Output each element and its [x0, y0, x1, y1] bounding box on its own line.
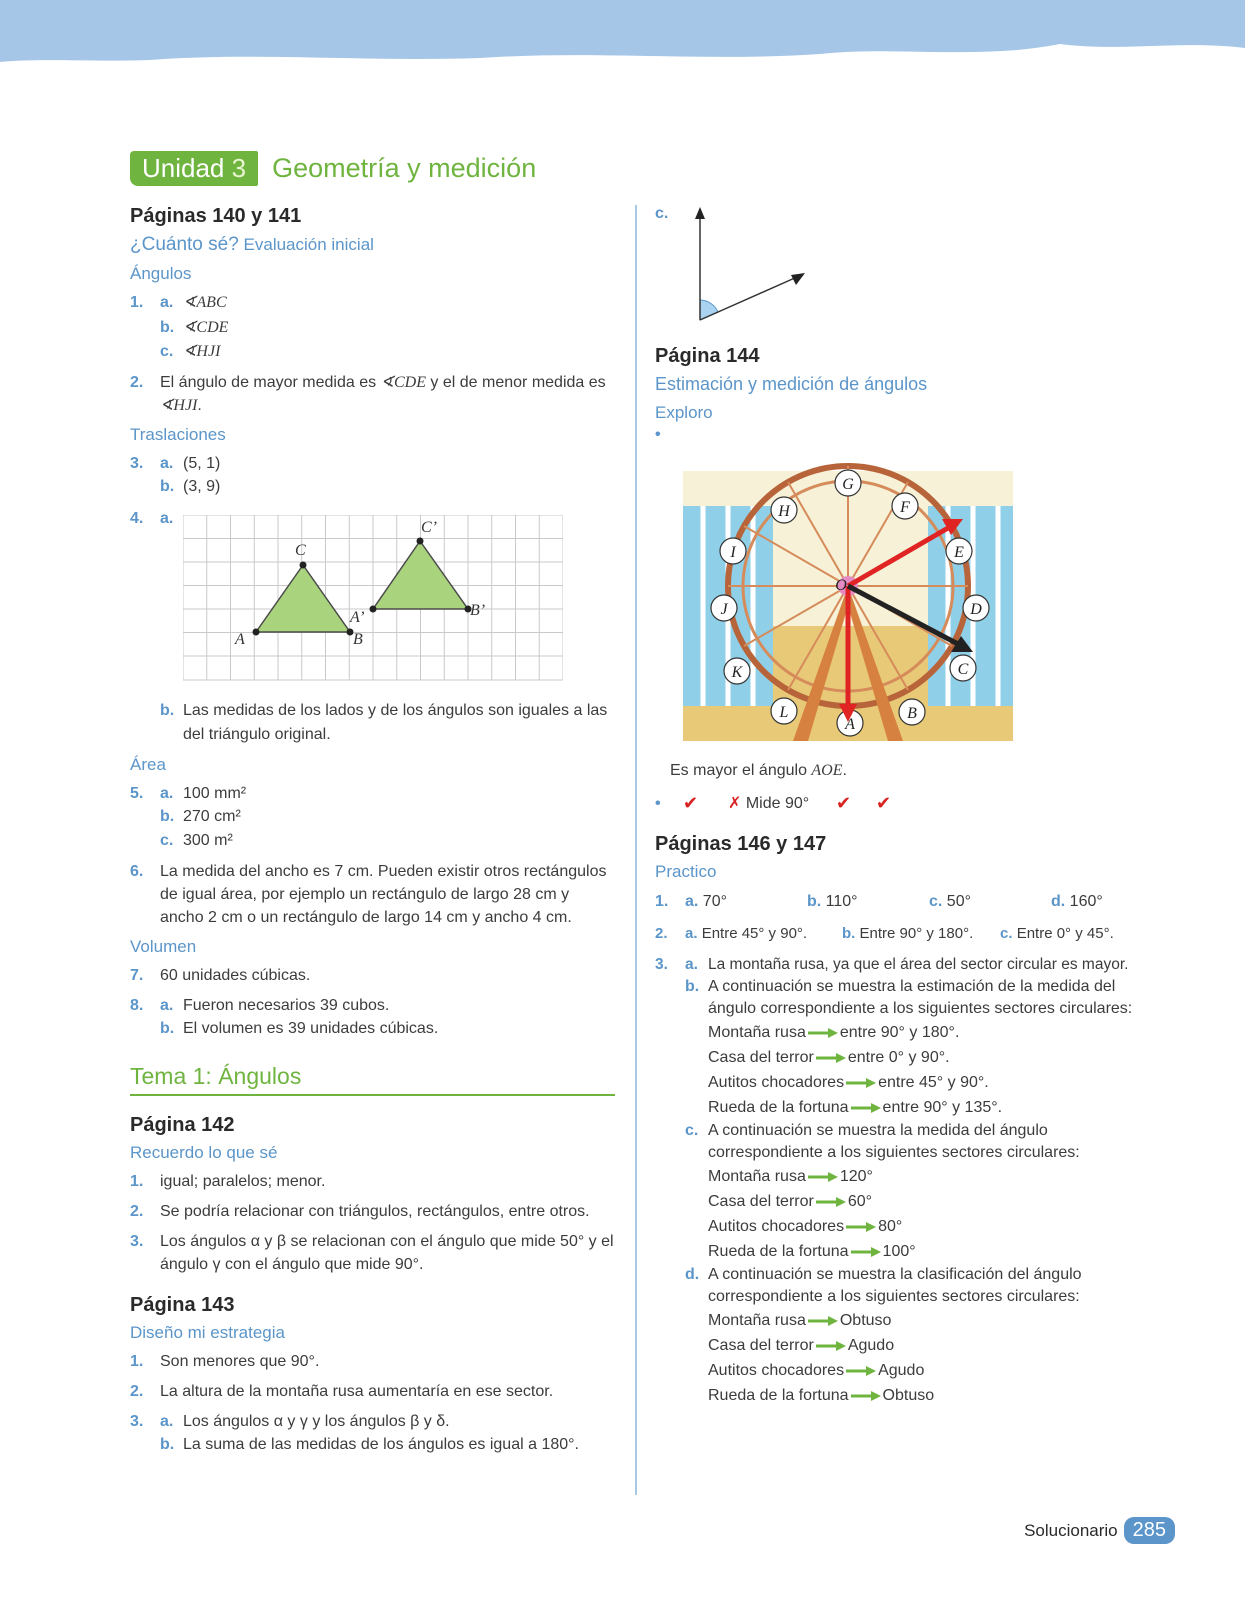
q3d-row-3: Autitos chocadores Agudo — [708, 1362, 925, 1379]
unit-badge: Unidad 3 — [130, 151, 258, 186]
subheading-practico: Practico — [655, 862, 717, 881]
label-B2: B’ — [470, 602, 486, 619]
svg-text:A: A — [845, 716, 855, 733]
triangle-original — [256, 565, 350, 632]
arrow-icon — [808, 1028, 838, 1038]
arrow-icon — [851, 1391, 881, 1401]
label-C: C — [295, 542, 306, 559]
unit-title: Geometría y medición — [272, 152, 537, 183]
label-A2: A’ — [350, 609, 365, 626]
svg-text:B: B — [907, 705, 917, 722]
angle-figure-c: c. — [655, 205, 1135, 325]
q3c-row-1: Montaña rusa 120° — [708, 1168, 873, 1185]
q2: 2. El ángulo de mayor medida es ∢CDE y el de menor medida es ∢HJI. — [130, 374, 606, 414]
subheading-diseno: Diseño mi estrategia — [130, 1323, 285, 1342]
section-exploro: Exploro — [655, 403, 713, 422]
check-icon: ✔ — [876, 793, 892, 813]
arrow-icon — [851, 1103, 881, 1113]
q3: 3. a. (5, 1) — [130, 455, 221, 472]
q5: 5. a. 100 mm² — [130, 785, 247, 802]
heading-p140: Páginas 140 y 141 — [130, 205, 302, 227]
svg-text:I: I — [730, 544, 736, 561]
p143-q1: 1. Son menores que 90°. — [130, 1353, 320, 1370]
tema-heading: Tema 1: Ángulos — [130, 1063, 615, 1096]
heading-p143: Página 143 — [130, 1294, 235, 1316]
subheading-recuerdo: Recuerdo lo que sé — [130, 1143, 278, 1162]
arrow-icon — [808, 1316, 838, 1326]
q1: 1. a. ∢ABC — [130, 294, 227, 311]
label-A: A — [235, 631, 245, 648]
q3c-row-3: Autitos chocadores 80° — [708, 1218, 903, 1235]
subheading-estimacion: Estimación y medición de ángulos — [655, 374, 928, 394]
q3b-row-1: Montaña rusa entre 90° y 180°. — [708, 1024, 960, 1041]
p146-q2: 2. a. Entre 45° y 90°. b. Entre 90° y 180°. c. Entre 0° y 45°. — [655, 925, 1114, 942]
top-banner — [0, 0, 1245, 70]
arrow-icon — [808, 1172, 838, 1182]
p146-q3: 3. a. La montaña rusa, ya que el área del sector circular es mayor. — [655, 956, 1129, 973]
mayor-angulo-text: Es mayor el ángulo AOE. — [670, 762, 847, 779]
svg-text:C: C — [957, 661, 969, 678]
svg-text:J: J — [720, 601, 728, 618]
svg-text:L: L — [779, 704, 789, 721]
p143-q2: 2. La altura de la montaña rusa aumentaría en ese sector. — [130, 1383, 554, 1400]
angle-drawing — [685, 205, 825, 325]
column-divider — [635, 205, 637, 1495]
heading-p144: Página 144 — [655, 345, 760, 367]
arrow-icon — [816, 1053, 846, 1063]
svg-text:H: H — [778, 503, 790, 520]
arrow-icon — [846, 1078, 876, 1088]
arrow-icon — [851, 1247, 881, 1257]
arrow-icon — [816, 1197, 846, 1207]
q3c-row-4: Rueda de la fortuna 100° — [708, 1243, 916, 1260]
check-icon: ✔ — [683, 793, 699, 813]
footer-label: Solucionario — [1024, 1520, 1118, 1540]
q4: 4. a. A C B A’ C’ B’ — [130, 507, 615, 685]
svg-text:G: G — [842, 476, 854, 493]
svg-text:E: E — [954, 544, 964, 561]
svg-text:O: O — [835, 577, 847, 594]
arrow-icon — [816, 1341, 846, 1351]
q3d-row-1: Montaña rusa Obtuso — [708, 1312, 892, 1329]
heading-p146: Páginas 146 y 147 — [655, 833, 827, 855]
section-volumen: Volumen — [130, 937, 197, 956]
label-B: B — [353, 631, 363, 648]
heading-p142: Página 142 — [130, 1114, 235, 1136]
label-C2: C’ — [421, 519, 437, 536]
q3d-row-4: Rueda de la fortuna Obtuso — [708, 1387, 935, 1404]
section-traslaciones: Traslaciones — [130, 425, 226, 444]
svg-text:K: K — [731, 664, 743, 681]
p142-q2: 2. Se podría relacionar con triángulos, rectángulos, entre otros. — [130, 1203, 590, 1220]
arrow-icon — [846, 1222, 876, 1232]
page-number: 285 — [1124, 1517, 1175, 1544]
q7: 7. 60 unidades cúbicas. — [130, 967, 311, 984]
section-area: Área — [130, 755, 166, 774]
subheading-cuanto-se: ¿Cuánto sé? Evaluación inicial — [130, 234, 374, 255]
p142-q3: 3. Los ángulos α y β se relacionan con el ángulo que mide 50° y el ángulo γ con el ángulo que mide 90°. — [130, 1233, 614, 1273]
q3d-row-2: Casa del terror Agudo — [708, 1337, 895, 1354]
arrow-icon — [846, 1366, 876, 1376]
check-icon: ✔ — [836, 793, 852, 813]
q3b-row-4: Rueda de la fortuna entre 90° y 135°. — [708, 1099, 1003, 1116]
svg-text:D: D — [970, 601, 982, 618]
q6: 6. La medida del ancho es 7 cm. Pueden existir otros rectángulos de igual área, por ejemplo un rectángulo de largo 28 cm y ancho 2 cm o un rectángulo de largo 14 cm y ancho 4 cm. — [130, 863, 607, 926]
q3b-row-3: Autitos chocadores entre 45° y 90°. — [708, 1074, 989, 1091]
q3c-row-2: Casa del terror 60° — [708, 1193, 873, 1210]
p146-q1: 1. a. 70° b. 110° c. 50° d. 160° — [655, 893, 1103, 910]
svg-text:F: F — [900, 499, 910, 516]
section-angulos: Ángulos — [130, 264, 192, 283]
triangle-grid — [183, 515, 563, 685]
q3b-row-2: Casa del terror entre 0° y 90°. — [708, 1049, 950, 1066]
q8: 8. a. Fueron necesarios 39 cubos. — [130, 997, 390, 1014]
ferris-wheel-illustration — [683, 446, 1033, 746]
checks-row: • ✔ ✗ Mide 90° ✔ ✔ — [655, 793, 892, 813]
unit-header — [130, 150, 536, 186]
right-column: c. Página 144 Estimación y medición de ángulos Exploro • G H F I E O J D K C L A B Es mayor el ángulo AOE. • ✔ ✗ Mide 90° ✔ ✔ Páginas 146 y 147 Practico 1. a. 70° b. 110° c. 50° d. 160° 2. a. Entre 45° y 90°. b. Entre 90° y 180°. c. Entre 0° y 45°. 3. a. La montaña rusa, ya que el área del sector circular es mayor. b. A continuación se muestra la estimación de la medida del ángulo correspondiente a los siguientes sectores circulares: Montaña rusa entre 90° y 180°. Casa del terror entre 0° y 90°. Autitos chocadores entre 45° y 90°. Rueda de la fortuna entre 90° y 135°. c. A continuación se muestra la medida del ángulo correspondiente a los siguientes sectores circulares: Montaña rusa 120° Casa del terror 60° Autitos chocadores 80° Rueda de la fortuna 100° d. A continuación se muestra la clasificación del ángulo correspondiente a los siguientes sectores circulares: Montaña rusa Obtuso Casa del terror Agudo Autitos chocadores Agudo Rueda de la fortuna Obtuso — [655, 205, 1135, 1408]
left-column: Páginas 140 y 141 ¿Cuánto sé? Evaluación inicial Ángulos 1. a. ∢ABC b. ∢CDE c. ∢HJI 2. El ángulo de mayor medida es ∢CDE y el de menor medida es ∢HJI. Traslaciones 3. a. (5, 1) b. (3, 9) 4. a. A C B A’ C’ B’ b. Las medidas de los lados y de los ángulos son iguales a las del triángulo original. Área 5. a. 100 mm² b. 270 cm² c. 300 m² 6. La medida del ancho es 7 cm. Pueden existir otros rectángulos de igual área, por ejemplo un rectángulo de largo 28 cm y ancho 2 cm o un rectángulo de largo 14 cm y ancho 4 cm. Volumen 7. 60 unidades cúbicas. 8. a. Fueron necesarios 39 cubos. b. El volumen es 39 unidades cúbicas. Tema 1: Ángulos Página 142 Recuerdo lo que sé 1. igual; paralelos; menor. 2. Se podría relacionar con triángulos, rectángulos, entre otros. 3. Los ángulos α y β se relacionan con el ángulo que mide 50° y el ángulo γ con el ángulo que mide 90°. Página 143 Diseño mi estrategia 1. Son menores que 90°. 2. La altura de la montaña rusa aumentaría en ese sector. 3. a. Los ángulos α y γ y los ángulos β y δ. b. La suma de las medidas de los ángulos es igual a 180°. — [130, 205, 614, 1453]
p143-q3: 3. a. Los ángulos α y γ y los ángulos β y δ. — [130, 1413, 450, 1430]
p142-q1: 1. igual; paralelos; menor. — [130, 1173, 326, 1190]
triangle-translated — [373, 541, 468, 609]
page-footer — [1024, 1517, 1175, 1544]
